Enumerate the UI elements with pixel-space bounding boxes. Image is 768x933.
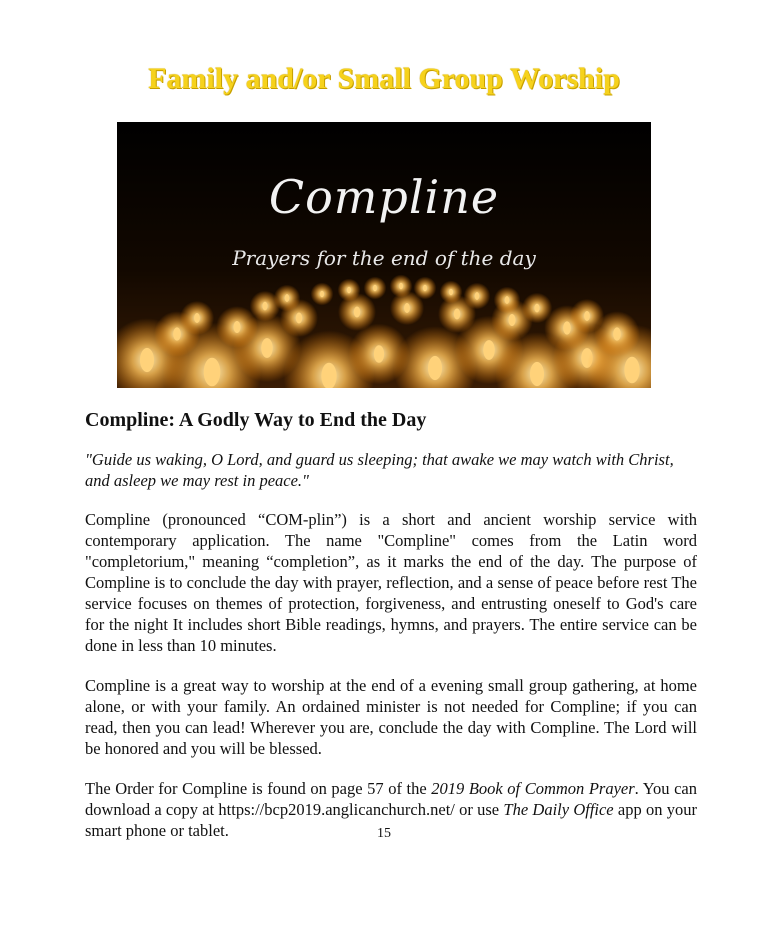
candle-flame xyxy=(374,345,384,363)
candle-flame xyxy=(613,327,621,340)
candle-flame xyxy=(233,321,240,333)
book-title: 2019 Book of Common Prayer xyxy=(431,779,635,798)
page-number: 15 xyxy=(377,826,391,841)
candle-flame xyxy=(320,291,324,298)
page-title: Family and/or Small Group Worship xyxy=(148,62,620,95)
candle-flame xyxy=(475,292,479,300)
candle-flame xyxy=(140,348,154,372)
candle-flame xyxy=(584,311,590,321)
candle-flame xyxy=(399,283,403,290)
candle-flame xyxy=(505,296,509,304)
candle-flame xyxy=(404,303,410,313)
candle-flame xyxy=(373,285,377,292)
paragraph-3-text: The Order for Compline is found on page 57 of the xyxy=(85,779,432,798)
candle-flame xyxy=(285,294,289,302)
candle-flame xyxy=(354,307,360,318)
candle-flame xyxy=(261,338,273,358)
article xyxy=(85,407,697,860)
banner-subtitle: Prayers for the end of the day xyxy=(232,246,536,270)
candle-flame xyxy=(483,340,495,360)
opening-quote: "Guide us waking, O Lord, and guard us sleeping; that awake we may watch with Christ, and asleep we may rest in peace." xyxy=(85,450,674,490)
candle-flame xyxy=(454,309,460,320)
paragraph-3-text: app on your smart phone or tablet. xyxy=(85,800,697,840)
candle-flame xyxy=(321,363,336,388)
candle-flame xyxy=(194,313,200,323)
candle-flame xyxy=(534,304,539,313)
candle-flame xyxy=(563,321,571,334)
section-heading: Compline: A Godly Way to End the Day xyxy=(85,409,427,431)
candle-flame xyxy=(428,356,442,380)
candle-flame xyxy=(347,287,351,294)
banner-title: Compline xyxy=(268,170,500,224)
candle-flame xyxy=(449,289,453,296)
candle-flame xyxy=(508,314,515,326)
candle-flame xyxy=(262,302,267,311)
candle-flame xyxy=(204,358,221,387)
candle-flame xyxy=(624,357,639,383)
candle-flame xyxy=(173,327,181,340)
paragraph-1: Compline (pronounced “COM-plin”) is a short and ancient worship service with contemporary application. The name "Compline" comes from the Latin word "completorium," meaning “completion”, as it marks the end of the day. The purpose of Compline is to conclude the day with prayer, reflection, and a sense of peace before rest The service focuses on themes of protection, forgiveness, and entrusting oneself to God's care for the night It includes short Bible readings, hymns, and prayers. The entire service can be done in less than 10 minutes. xyxy=(85,510,697,655)
candle-flame xyxy=(296,313,302,324)
app-name: The Daily Office xyxy=(503,800,614,819)
paragraph-3-text: . You can download a copy at https://bcp2019.anglicanchurch.net/ or use xyxy=(85,779,697,819)
paragraph-2: Compline is a great way to worship at the end of a evening small group gathering, at home alone, or with your family. An ordained minister is not needed for Compline; if you can read, then you can lead! Wherever you are, conclude the day with Compline. The Lord will be honored and you will be blessed. xyxy=(85,676,697,758)
compline-banner-image xyxy=(117,122,651,388)
candle-flame xyxy=(530,362,544,386)
candle-flame xyxy=(423,285,427,292)
